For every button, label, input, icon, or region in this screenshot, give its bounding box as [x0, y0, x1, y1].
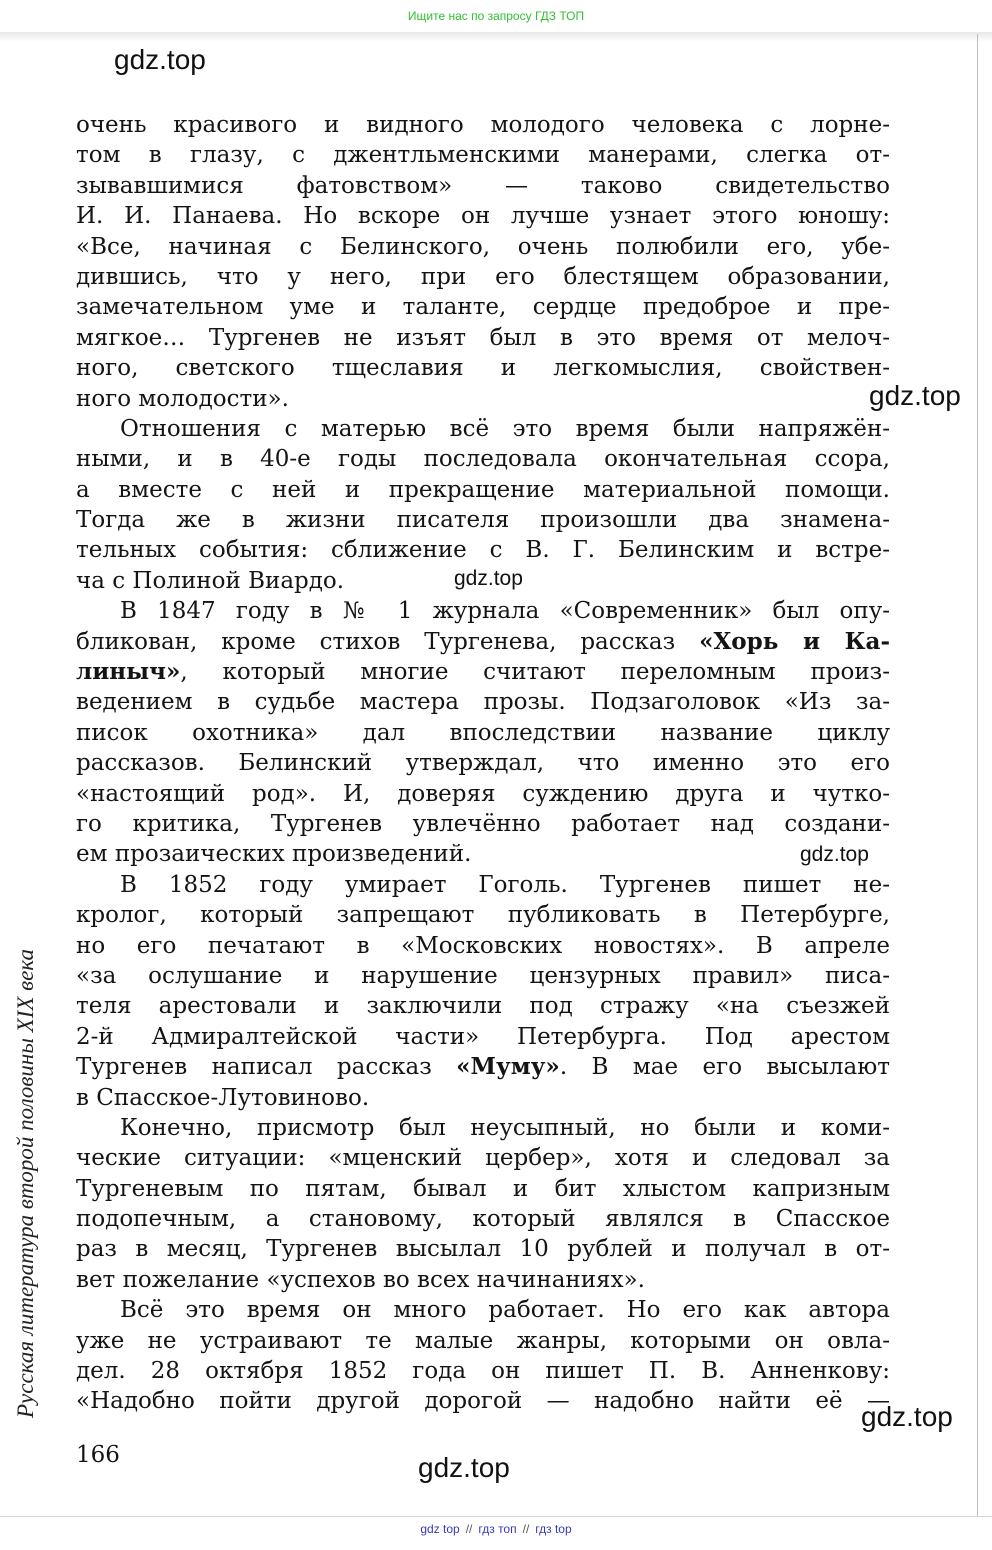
- text-line: [76, 353, 890, 383]
- text-segment: тельных события: сближение с В. Г. Белинским и встре-: [76, 537, 890, 564]
- text-segment: подопечным, а становому, который являлся в Спасское: [76, 1206, 890, 1233]
- bold-title: линыч»: [76, 658, 181, 686]
- paragraph-first-line: [76, 414, 890, 444]
- footer-link[interactable]: гдз топ: [478, 1522, 517, 1536]
- bold-title: «Муму»: [456, 1053, 560, 1081]
- watermark: gdz.top: [800, 843, 869, 866]
- page-number: 166: [76, 1442, 120, 1468]
- text-line: [76, 748, 890, 778]
- text-segment: И. И. Панаева. Но вскоре он лучше узнает этого юношу:: [76, 203, 890, 230]
- text-segment: «за ослушание и нарушение цензурных правил» писа-: [76, 962, 890, 989]
- watermark: gdz.top: [869, 380, 961, 411]
- footer-link[interactable]: gdz top: [420, 1522, 460, 1536]
- text-line: [76, 1052, 890, 1082]
- text-line: [76, 1204, 890, 1234]
- text-line: [76, 839, 890, 869]
- text-line: [76, 1356, 890, 1386]
- text-line: [76, 323, 890, 353]
- text-segment: вет пожелание «успехов во всех начинаниях».: [76, 1266, 645, 1293]
- spine-section-title: Русская литература второй половины XIX века: [13, 948, 38, 1418]
- text-line: [76, 201, 890, 231]
- paragraph-first-line: [76, 870, 890, 900]
- page-top-shadow: [0, 32, 992, 42]
- text-segment: Отношения с матерью всё это время были напряжён-: [120, 415, 890, 442]
- text-segment: , который многие считают переломным произ-: [180, 659, 890, 686]
- text-line: [76, 900, 890, 930]
- text-line: [76, 931, 890, 961]
- text-segment: Всё это время он много работает. Но его как автора: [120, 1297, 890, 1324]
- text-segment: ческие ситуации: «мценский цербер», хотя и следовал за: [76, 1145, 890, 1172]
- page-body-text: [76, 110, 890, 1417]
- text-segment: «Все, начиная с Белинского, очень полюбили его, убе-: [76, 233, 890, 260]
- text-line: [76, 687, 890, 717]
- text-line: [76, 627, 890, 657]
- text-line: [76, 1174, 890, 1204]
- footer-links: [0, 1522, 992, 1536]
- watermark: gdz.top: [114, 44, 206, 75]
- text-line: [76, 657, 890, 687]
- watermark: gdz.top: [861, 1401, 953, 1432]
- text-segment: ем прозаических произведений.: [76, 841, 472, 868]
- text-segment: Тургеневым по пятам, бывал и бит хлыстом капризным: [76, 1175, 890, 1202]
- watermark: gdz.top: [454, 567, 523, 590]
- text-segment: а вместе с ней и прекращение материальной помощи.: [76, 476, 890, 503]
- paragraph-first-line: [76, 1295, 890, 1325]
- watermark: gdz.top: [418, 1452, 510, 1483]
- text-segment: «настоящий род». И, доверяя суждению друга и чутко-: [76, 780, 890, 807]
- text-segment: зывавшимися фатовством» — таково свидетельство: [76, 172, 890, 199]
- text-line: [76, 1234, 890, 1264]
- text-line: [76, 475, 890, 505]
- text-segment: «Надобно пойти другой дорогой — надобно найти её —: [76, 1388, 890, 1415]
- page-right-border: [977, 34, 978, 1516]
- text-line: [76, 718, 890, 748]
- footer-separator: //: [522, 1522, 530, 1536]
- text-line: [76, 384, 890, 414]
- text-line: [76, 140, 890, 170]
- text-line: [76, 1143, 890, 1173]
- text-line: [76, 110, 890, 140]
- text-segment: Тогда же в жизни писателя произошли два знамена-: [76, 507, 890, 534]
- text-segment: Тургенев написал рассказ: [76, 1054, 457, 1081]
- paragraph-first-line: [76, 596, 890, 626]
- text-segment: ными, и в 40-е годы последовала окончательная ссора,: [76, 446, 890, 473]
- text-segment: . В мае его высылают: [559, 1054, 890, 1081]
- text-segment: раз в месяц, Тургенев высылал 10 рублей и получал в от-: [76, 1236, 890, 1263]
- text-segment: том в глазу, с джентльменскими манерами, слегка от-: [76, 142, 890, 169]
- text-segment: рассказов. Белинский утверждал, что именно это его: [76, 750, 890, 777]
- text-line: [76, 262, 890, 292]
- text-segment: В 1852 году умирает Гоголь. Тургенев пишет не-: [120, 871, 890, 898]
- text-segment: дившись, что у него, при его блестящем образовании,: [76, 263, 890, 290]
- text-segment: ча с Полиной Виардо.: [76, 567, 345, 594]
- bold-title: «Хорь и Ка-: [699, 627, 890, 655]
- text-segment: 2-й Адмиралтейской части» Петербурга. Под арестом: [76, 1023, 890, 1050]
- text-segment: ного молодости».: [76, 385, 289, 412]
- text-line: [76, 1265, 890, 1295]
- footer-divider: [0, 1516, 992, 1517]
- text-segment: кролог, который запрещают публиковать в Петербурге,: [76, 902, 890, 929]
- text-line: [76, 171, 890, 201]
- text-line: [76, 505, 890, 535]
- text-segment: ведением в судьбе мастера прозы. Подзаголовок «Из за-: [76, 689, 890, 716]
- footer-link[interactable]: гдз top: [535, 1522, 572, 1536]
- text-line: [76, 444, 890, 474]
- text-segment: уже не устраивают те малые жанры, которыми он овла-: [76, 1327, 890, 1354]
- text-segment: но его печатают в «Московских новостях». В апреле: [76, 932, 890, 959]
- text-segment: теля арестовали и заключили под стражу «на съезжей: [76, 993, 890, 1020]
- text-line: [76, 1022, 890, 1052]
- text-segment: мягкое… Тургенев не изъят был в это время от мелоч-: [76, 324, 890, 351]
- text-line: [76, 232, 890, 262]
- text-segment: го критика, Тургенев увлечённо работает над создани-: [76, 810, 890, 837]
- text-segment: В 1847 году в № 1 журнала «Современник» был опу-: [120, 598, 890, 625]
- text-line: [76, 809, 890, 839]
- footer-separator: //: [465, 1522, 473, 1536]
- top-search-banner[interactable]: Ищите нас по запросу ГДЗ ТОП: [407, 9, 585, 23]
- paragraph-first-line: [76, 1113, 890, 1143]
- text-segment: писок охотника» дал впоследствии название циклу: [76, 719, 890, 746]
- text-segment: в Спасское-Лутовиново.: [76, 1084, 370, 1111]
- text-line: [76, 779, 890, 809]
- text-line: [76, 991, 890, 1021]
- text-line: [76, 535, 890, 565]
- text-segment: очень красивого и видного молодого человека с лорне-: [76, 112, 890, 138]
- text-line: [76, 1326, 890, 1356]
- text-line: [76, 1083, 890, 1113]
- text-segment: бликован, кроме стихов Тургенева, рассказ: [76, 628, 700, 655]
- text-segment: дел. 28 октября 1852 года он пишет П. В. Анненкову:: [76, 1358, 890, 1385]
- text-line: [76, 1386, 890, 1416]
- text-segment: ного, светского тщеславия и легкомыслия, свойствен-: [76, 355, 890, 382]
- text-line: [76, 292, 890, 322]
- text-line: [76, 961, 890, 991]
- text-segment: замечательном уме и таланте, сердце предоброе и пре-: [76, 294, 890, 321]
- text-segment: Конечно, присмотр был неусыпный, но были и коми-: [120, 1114, 890, 1141]
